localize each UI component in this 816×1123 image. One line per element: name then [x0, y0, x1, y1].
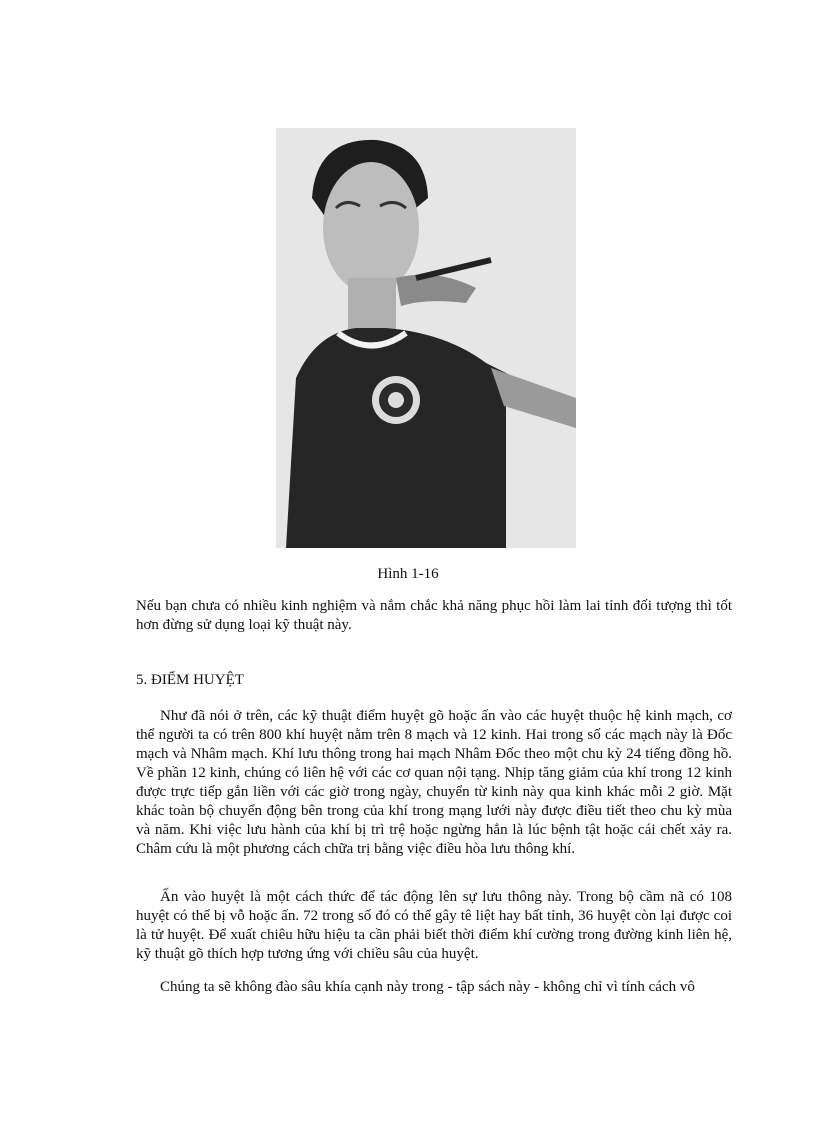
section-heading: 5. ĐIỂM HUYỆT [136, 672, 244, 688]
figure-photo [276, 128, 576, 548]
paragraph-pressure: Ấn vào huyệt là một cách thức để tác động lên sự lưu thông này. Trong bộ cầm nã có 108 huyệt có thể bị vỗ hoặc ấn. 72 trong số đó có thể gây tê liệt hay bất tỉnh, 36 huyệt còn lại được coi là tử huyệt. Để xuất chiêu hữu hiệu ta cần phải biết thời điểm khí cường trong đường kinh liên hệ, kỹ thuật gõ thích hợp tương ứng với chiều sâu của huyệt. [136, 889, 732, 962]
figure-caption: Hình 1-16 [377, 566, 439, 582]
paragraph-closing: Chúng ta sẽ không đào sâu khía cạnh này trong - tập sách này - không chỉ vì tính cách vô [160, 979, 695, 995]
paragraph-acupoints: Như đã nói ở trên, các kỹ thuật điểm huyệt gõ hoặc ấn vào các huyệt thuộc hệ kinh mạch, cơ thể người ta có trên 800 khí huyệt nằm trên 8 mạch và 12 kinh. Hai trong số các mạch này là Đốc mạch và Nhâm mạch. Khí lưu thông trong hai mạch Nhâm Đốc theo một chu kỳ 24 tiếng đồng hồ. Về phần 12 kinh, chúng có liên hệ với các cơ quan nội tạng. Nhịp tăng giảm của khí trong 12 kinh được trực tiếp gắn liền với các giờ trong ngày, chuyển từ kinh này qua kinh khác mỗi 2 giờ. Mặt khác toàn bộ chuyển động bên trong của khí trong mạng lưới này được điều tiết theo chu kỳ mùa và năm. Khi việc lưu hành của khí bị trì trệ hoặc ngừng hẳn là lúc bệnh tật hoặc cái chết xảy ra. Châm cứu là một phương cách chữa trị bằng việc điều hòa lưu thông khí. [136, 708, 732, 857]
paragraph-intro: Nếu bạn chưa có nhiều kinh nghiệm và nắm chắc khả năng phục hồi làm lai tỉnh đối tượng thì tốt hơn đừng sử dụng loại kỹ thuật này. [136, 598, 732, 633]
photo-illustration [276, 128, 576, 548]
